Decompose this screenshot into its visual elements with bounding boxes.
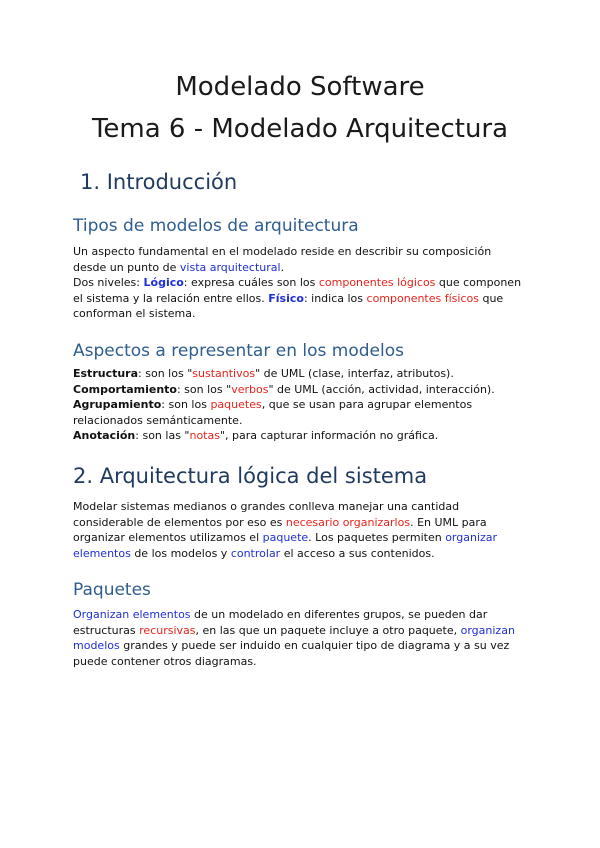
document-title-line-2: Tema 6 - Modelado Arquitectura	[91, 114, 509, 144]
highlight-text: modelos	[73, 639, 120, 652]
highlight-text: componentes lógicos	[318, 276, 436, 289]
highlight-text: necesario organizarlos	[285, 515, 411, 529]
paragraph-arquitectura	[73, 499, 533, 561]
highlight-text: organizar	[445, 531, 498, 544]
highlight-text: controlar	[230, 546, 281, 560]
text-line: Estructura: son los "sustantivos" de UML (clase, interfaz, atributos).	[73, 367, 454, 380]
highlight-text: recursivas	[139, 623, 196, 637]
highlight-text: verbos	[231, 382, 269, 396]
paragraph-aspectos	[73, 366, 533, 444]
section-1-heading: 1. Introducción	[80, 170, 238, 194]
text-line: elementos de los modelos y controlar el acceso a sus contenidos.	[73, 546, 435, 560]
text-line: el sistema y la relación entre ellos. Físico: indica los componentes físicos que	[73, 291, 504, 305]
text-line: Un aspecto fundamental en el modelado reside en describir su composición	[73, 245, 492, 258]
highlight-text: Lógico	[143, 276, 184, 289]
highlight-text: vista arquitectural	[179, 260, 281, 274]
highlight-text: paquetes	[210, 398, 262, 411]
text-line: Organizan elementos de un modelado en diferentes grupos, se pueden dar	[73, 608, 488, 621]
document-title-line-1: Modelado Software	[175, 72, 425, 102]
text-line: Dos niveles: Lógico: expresa cuáles son los componentes lógicos que componen	[73, 276, 522, 289]
subsection-paquetes-heading: Paquetes	[73, 580, 151, 600]
text-line: estructuras recursivas, en las que un paquete incluye a otro paquete, organizan	[73, 623, 515, 637]
highlight-text: elementos	[73, 546, 131, 560]
text-line: Modelar sistemas medianos o grandes conlleva manejar una cantidad	[73, 500, 460, 513]
highlight-text: componentes físicos	[366, 291, 479, 305]
text-line: desde un punto de vista arquitectural.	[73, 260, 285, 274]
text-line: Agrupamiento: son los paquetes, que se usan para agrupar elementos	[73, 398, 473, 411]
highlight-text: sustantivos	[192, 367, 256, 380]
paragraph-paquetes	[73, 607, 533, 669]
text-line: organizar elementos utilizamos el paquete. Los paquetes permiten organizar	[73, 531, 498, 544]
highlight-text: organizan	[460, 623, 515, 637]
subsection-aspectos-heading: Aspectos a representar en los modelos	[73, 341, 404, 361]
highlight-text: notas	[189, 429, 220, 442]
section-2-heading: 2. Arquitectura lógica del sistema	[73, 464, 428, 488]
text-line: modelos grandes y puede ser induido en cualquier tipo de diagrama y a su vez	[73, 639, 510, 652]
highlight-text: Organizan elementos	[73, 608, 191, 621]
highlight-text: paquete	[262, 531, 309, 544]
text-line: relacionados semánticamente.	[73, 413, 243, 427]
highlight-text: Físico	[268, 291, 304, 305]
paragraph-tipos	[73, 244, 533, 322]
text-line: Anotación: son las "notas", para capturar información no gráfica.	[73, 429, 439, 442]
text-line: Comportamiento: son los "verbos" de UML (acción, actividad, interacción).	[73, 382, 495, 396]
subsection-tipos-heading: Tipos de modelos de arquitectura	[73, 216, 359, 236]
text-line: puede contener otros diagramas.	[73, 654, 257, 668]
text-line: conforman el sistema.	[73, 307, 196, 320]
text-line: considerable de elementos por eso es necesario organizarlos. En UML para	[73, 515, 487, 529]
